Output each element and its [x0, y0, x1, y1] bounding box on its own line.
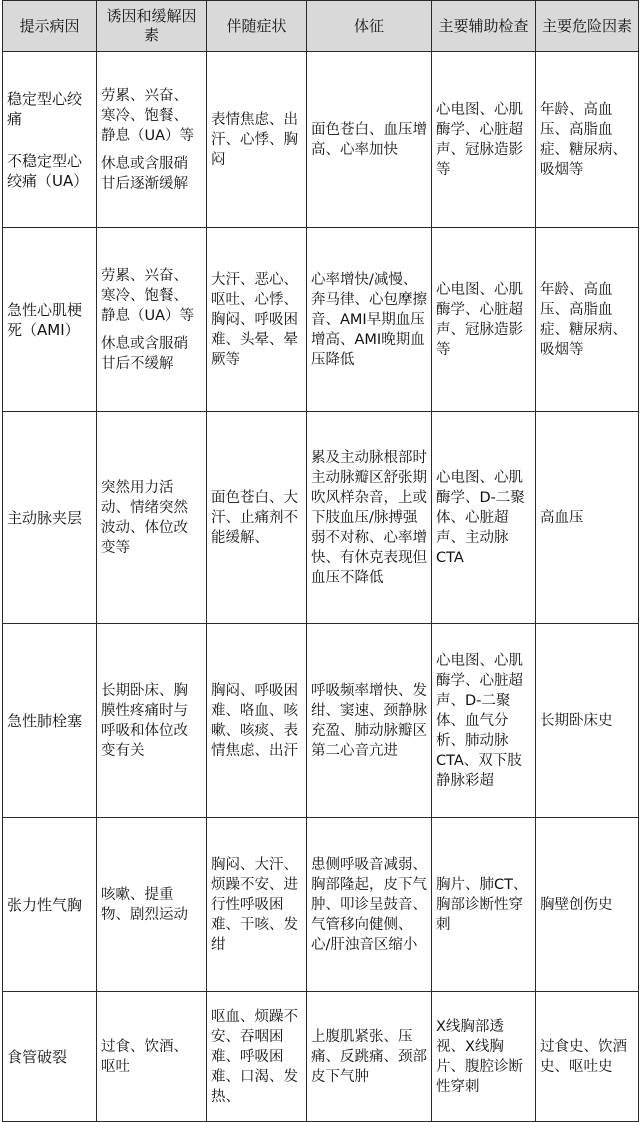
risks-cell: 年龄、高血压、高脂血症、糖尿病、吸烟等	[536, 228, 639, 412]
risks-cell: 年龄、高血压、高脂血症、糖尿病、吸烟等	[536, 52, 639, 228]
symptoms-cell: 呕血、烦躁不安、吞咽困难、呼吸困难、口渴、发热、	[207, 992, 307, 1122]
signs-cell: 心率增快/减慢、奔马律、心包摩擦音、AMI早期血压增高、AMI晚期血压降低	[307, 228, 432, 412]
signs-cell: 患侧呼吸音减弱、胸部隆起，皮下气肿、叩诊呈鼓音、气管移向健侧、心/肝浊音区缩小	[307, 818, 432, 992]
symptoms-cell: 大汗、恶心、呕吐、心悸、胸闷、呼吸困难、头晕、晕厥等	[207, 228, 307, 412]
signs-cell: 累及主动脉根部时主动脉瓣区舒张期吹风样杂音，上或下肢血压/脉搏强弱不对称、心率增快、有休克表现但血压不降低	[307, 412, 432, 624]
trigger-cell	[97, 52, 207, 228]
exams-cell: 心电图、心肌酶学、心脏超声、冠脉造影等	[432, 52, 536, 228]
header-cause: 提示病因	[3, 1, 97, 52]
relief-text: 休息或含服硝甘后不缓解	[101, 335, 188, 372]
exams-cell: 心电图、心肌酶学、D-二聚体、心脏超声、主动脉CTA	[432, 412, 536, 624]
symptoms-cell: 表情焦虑、出汗、心悸、胸闷	[207, 52, 307, 228]
cause-cell: 急性肺栓塞	[3, 624, 97, 818]
trigger-cell: 突然用力活动、情绪突然波动、体位改变等	[97, 412, 207, 624]
table-row	[3, 228, 639, 412]
table-row	[3, 624, 639, 818]
symptoms-cell: 胸闷、呼吸困难、咯血、咳嗽、咳痰、表情焦虑、出汗	[207, 624, 307, 818]
exams-cell: X线胸部透视、X线胸片、腹腔诊断性穿刺	[432, 992, 536, 1122]
header-symptoms: 伴随症状	[207, 1, 307, 52]
trigger-cell: 过食、饮酒、呕吐	[97, 992, 207, 1122]
trigger-text: 劳累、兴奋、寒冷、饱餐、静息（UA）等	[101, 87, 195, 144]
relief-text: 休息或含服硝甘后逐渐缓解	[101, 155, 188, 192]
chest-pain-differential-table	[2, 0, 639, 1122]
cause-cell: 主动脉夹层	[3, 412, 97, 624]
table-row	[3, 52, 639, 228]
header-signs: 体征	[307, 1, 432, 52]
header-trigger: 诱因和缓解因素	[97, 1, 207, 52]
trigger-cell	[97, 228, 207, 412]
trigger-cell: 长期卧床、胸膜性疼痛时与呼吸和体位改变有关	[97, 624, 207, 818]
risks-cell: 高血压	[536, 412, 639, 624]
header-exams: 主要辅助检查	[432, 1, 536, 52]
exams-cell: 心电图、心肌酶学、心脏超声、D-二聚体、血气分析、肺动脉CTA、双下肢静脉彩超	[432, 624, 536, 818]
signs-cell: 呼吸频率增快、发绀、窦速、颈静脉充盈、肺动脉瓣区第二心音亢进	[307, 624, 432, 818]
signs-cell: 面色苍白、血压增高、心率加快	[307, 52, 432, 228]
trigger-text: 劳累、兴奋、寒冷、饱餐、静息（UA）等	[101, 267, 195, 324]
trigger-cell: 咳嗽、提重物、剧烈运动	[97, 818, 207, 992]
cause-cell: 张力性气胸	[3, 818, 97, 992]
symptoms-cell: 胸闷、大汗、烦躁不安、进行性呼吸困难、干咳、发绀	[207, 818, 307, 992]
cause-primary: 稳定型心绞痛	[7, 89, 83, 128]
cause-cell	[3, 52, 97, 228]
symptoms-cell: 面色苍白、大汗、止痛剂不能缓解、	[207, 412, 307, 624]
cause-cell: 急性心肌梗死（AMI）	[3, 228, 97, 412]
risks-cell: 胸壁创伤史	[536, 818, 639, 992]
signs-cell: 上腹肌紧张、压痛、反跳痛、颈部皮下气肿	[307, 992, 432, 1122]
exams-cell: 心电图、心肌酶学、心脏超声、冠脉造影等	[432, 228, 536, 412]
cause-cell: 食管破裂	[3, 992, 97, 1122]
header-risks: 主要危险因素	[536, 1, 639, 52]
table-row	[3, 818, 639, 992]
table-row	[3, 992, 639, 1122]
header-row	[3, 1, 639, 52]
table-row	[3, 412, 639, 624]
cause-secondary: 不稳定型心绞痛（UA）	[7, 151, 89, 190]
risks-cell: 长期卧床史	[536, 624, 639, 818]
risks-cell: 过食史、饮酒史、呕吐史	[536, 992, 639, 1122]
exams-cell: 胸片、肺CT、胸部诊断性穿刺	[432, 818, 536, 992]
